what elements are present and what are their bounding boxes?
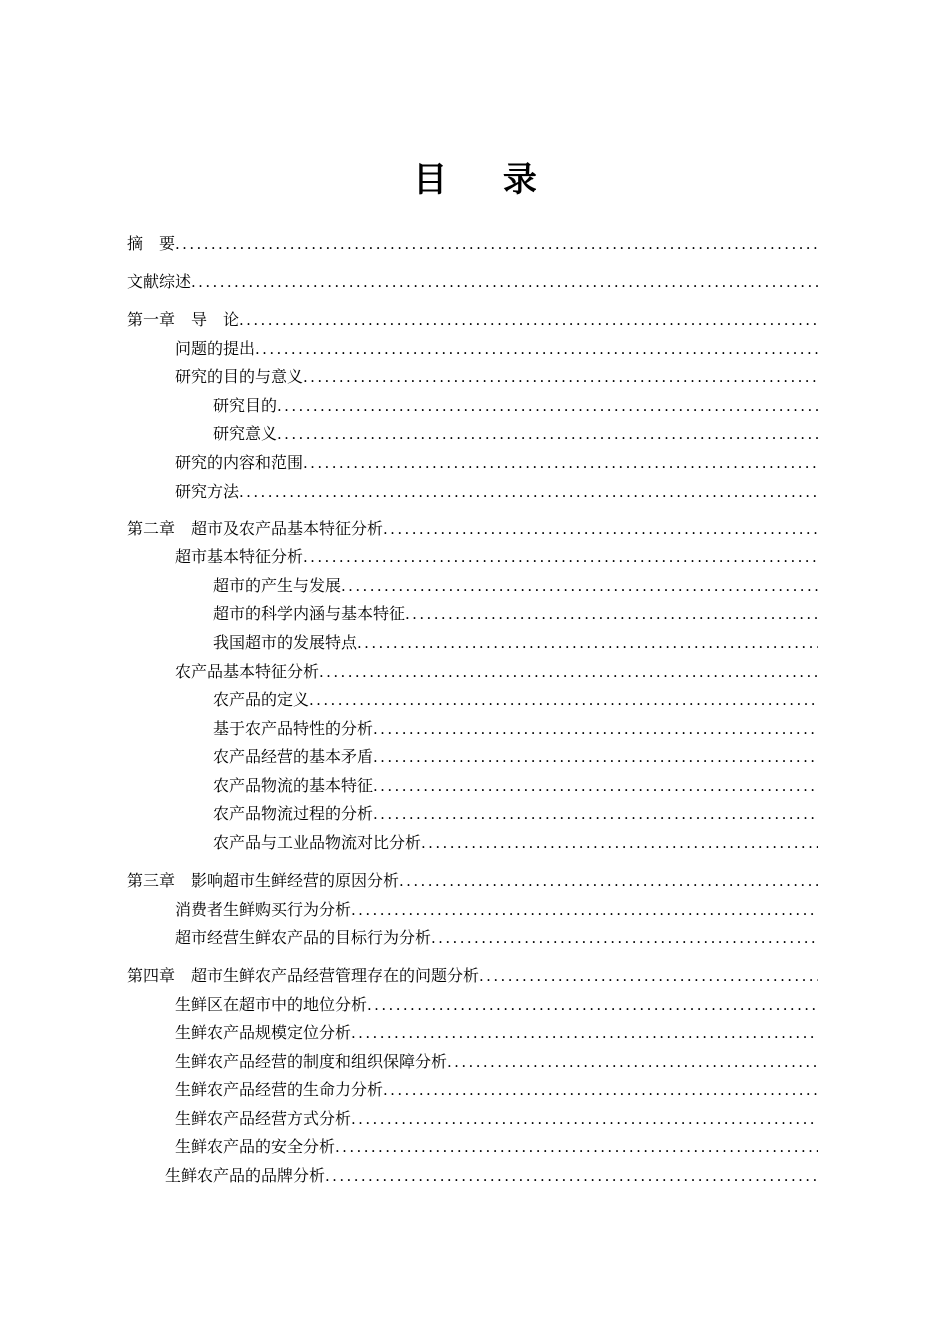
toc-entry-label: 生鲜农产品的安全分析 (175, 1137, 336, 1156)
dot-leader (175, 232, 818, 256)
dot-leader (447, 1050, 818, 1074)
dot-leader (431, 926, 818, 950)
dot-leader (479, 964, 818, 988)
toc-entry-label: 基于农产品特性的分析 (213, 719, 374, 738)
toc-entry-label: 第三章 影响超市生鲜经营的原因分析 (127, 871, 400, 890)
toc-entry-label: 农产品物流过程的分析 (213, 804, 374, 823)
toc-entry-label: 农产品物流的基本特征 (213, 776, 374, 795)
toc-entry-label: 第二章 超市及农产品基本特征分析 (127, 519, 384, 538)
toc-section[interactable] (175, 337, 818, 361)
toc-subsection[interactable] (213, 745, 818, 769)
toc-section[interactable] (165, 1164, 818, 1188)
toc-entry-label: 生鲜农产品的品牌分析 (165, 1166, 326, 1185)
toc-entry-label: 第四章 超市生鲜农产品经营管理存在的问题分析 (127, 966, 480, 985)
toc-subsection[interactable] (213, 631, 818, 655)
toc-subsection[interactable] (213, 574, 818, 598)
toc-subsection[interactable] (213, 774, 818, 798)
toc-entry-label: 生鲜农产品经营的生命力分析 (175, 1080, 384, 1099)
dot-leader (191, 270, 818, 294)
toc-entry-literature-review[interactable] (127, 270, 818, 294)
dot-leader (373, 802, 818, 826)
toc-entry-label: 研究意义 (213, 424, 278, 443)
page-title: 目 录 (413, 160, 559, 200)
toc-entry-label: 研究目的 (213, 396, 278, 415)
toc-chapter-1[interactable] (127, 308, 818, 332)
dot-leader (383, 517, 818, 541)
toc-subsection[interactable] (213, 688, 818, 712)
toc-section[interactable] (175, 1050, 818, 1074)
toc-entry-label: 生鲜区在超市中的地位分析 (175, 995, 368, 1014)
toc-section[interactable] (175, 480, 818, 504)
toc-chapter-3[interactable] (127, 869, 818, 893)
toc-entry-abstract[interactable] (127, 232, 818, 256)
dot-leader (421, 831, 818, 855)
toc-entry-label: 文献综述 (127, 272, 192, 291)
dot-leader (303, 545, 818, 569)
toc-section[interactable] (175, 898, 818, 922)
toc-entry-label: 第一章 导 论 (127, 310, 240, 329)
toc-subsection[interactable] (213, 802, 818, 826)
toc-entry-label: 超市的科学内涵与基本特征 (213, 604, 406, 623)
toc-entry-label: 农产品的定义 (213, 690, 310, 709)
toc-section[interactable] (175, 660, 818, 684)
toc-entry-label: 研究的内容和范围 (175, 453, 304, 472)
toc-section[interactable] (175, 993, 818, 1017)
dot-leader (367, 993, 818, 1017)
toc-entry-label: 农产品基本特征分析 (175, 662, 320, 681)
dot-leader (341, 574, 818, 598)
toc-entry-label: 农产品与工业品物流对比分析 (213, 833, 422, 852)
toc-section[interactable] (175, 1078, 818, 1102)
dot-leader (325, 1164, 818, 1188)
dot-leader (277, 422, 818, 446)
toc-section[interactable] (175, 365, 818, 389)
toc-entry-label: 农产品经营的基本矛盾 (213, 747, 374, 766)
toc-entry-label: 研究的目的与意义 (175, 367, 304, 386)
toc-chapter-2[interactable] (127, 517, 818, 541)
toc-entry-label: 超市基本特征分析 (175, 547, 304, 566)
toc-subsection[interactable] (213, 602, 818, 626)
toc-section[interactable] (175, 451, 818, 475)
dot-leader (319, 660, 818, 684)
toc-entry-label: 生鲜农产品经营方式分析 (175, 1109, 352, 1128)
dot-leader (309, 688, 818, 712)
dot-leader (351, 898, 818, 922)
dot-leader (357, 631, 818, 655)
dot-leader (351, 1107, 818, 1131)
dot-leader (335, 1135, 818, 1159)
dot-leader (383, 1078, 818, 1102)
toc-section[interactable] (175, 926, 818, 950)
dot-leader (373, 774, 818, 798)
toc-subsection[interactable] (213, 717, 818, 741)
toc-entry-label: 摘 要 (127, 234, 176, 253)
toc-entry-label: 研究方法 (175, 482, 240, 501)
toc-subsection[interactable] (213, 394, 818, 418)
toc-subsection[interactable] (213, 831, 818, 855)
dot-leader (303, 451, 818, 475)
toc-entry-label: 生鲜农产品规模定位分析 (175, 1023, 352, 1042)
dot-leader (405, 602, 818, 626)
toc-entry-label: 我国超市的发展特点 (213, 633, 358, 652)
toc-entry-label: 超市的产生与发展 (213, 576, 342, 595)
dot-leader (373, 745, 818, 769)
toc-section[interactable] (175, 545, 818, 569)
dot-leader (239, 308, 818, 332)
dot-leader (255, 337, 818, 361)
toc-entry-label: 问题的提出 (175, 339, 256, 358)
dot-leader (239, 480, 818, 504)
toc-section[interactable] (175, 1021, 818, 1045)
toc-entry-label: 消费者生鲜购买行为分析 (175, 900, 352, 919)
toc-subsection[interactable] (213, 422, 818, 446)
toc-entry-label: 超市经营生鲜农产品的目标行为分析 (175, 928, 432, 947)
dot-leader (399, 869, 818, 893)
dot-leader (373, 717, 818, 741)
toc-entry-label: 生鲜农产品经营的制度和组织保障分析 (175, 1052, 448, 1071)
toc-chapter-4[interactable] (127, 964, 818, 988)
toc-section[interactable] (175, 1135, 818, 1159)
dot-leader (277, 394, 818, 418)
dot-leader (303, 365, 818, 389)
dot-leader (351, 1021, 818, 1045)
toc-section[interactable] (175, 1107, 818, 1131)
